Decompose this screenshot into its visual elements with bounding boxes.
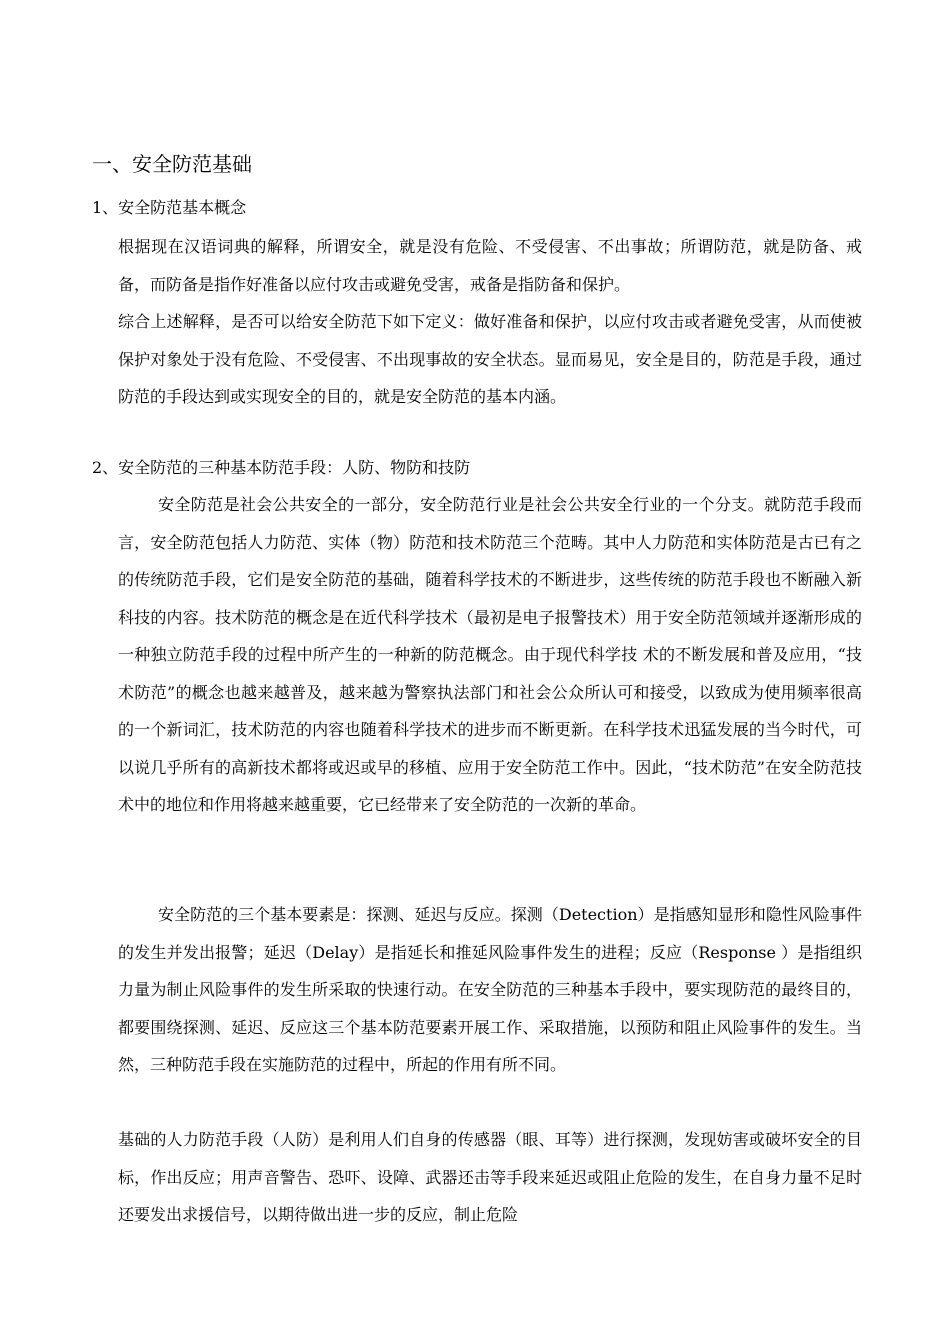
section-heading: 一、安全防范基础 [92, 152, 252, 176]
paragraph-elements: 安全防范的三个基本要素是：探测、延迟与反应。探测（Detection）是指感知显形和隐性风险事件的发生并发出报警；延迟（Delay）是指延长和推延风险事件发生的进程；反应（Response ）是指组织力量为制止风险事件的发生所采取的快速行动。在安全防范的三种基本手段中，要实现防范的最终目的，都要围绕探测、延迟、反应这三个基本防范要素开展工作、采取措施，以预防和阻止风险事件的发生。当然，三种防范手段在实施防范的过程中，所起的作用有所不同。 [118, 905, 862, 1074]
paragraph-definition: 根据现在汉语词典的解释，所谓安全，就是没有危险、不受侵害、不出事故；所谓防范，就是防备、戒备，而防备是指作好准备以应付攻击或避免受害，戒备是指防备和保护。 [118, 237, 862, 294]
paragraph-means: 安全防范是社会公共安全的一部分，安全防范行业是社会公共安全行业的一个分支。就防范手段而言，安全防范包括人力防范、实体（物）防范和技术防范三个范畴。其中人力防范和实体防范是古已有之的传统防范手段，它们是安全防范的基础，随着科学技术的不断进步，这些传统的防范手段也不断融入新科技的内容。技术防范的概念是在近代科学技术（最初是电子报警技术）用于安全防范领域并逐渐形成的一种独立防范手段的过程中所产生的一种新的防范概念。由于现代科学技 术的不断发展和普及应用，“技术防范”的概念也越来越普及，越来越为警察执法部门和社会公众所认可和接受，以致成为使用频率很高的一个新词汇，技术防范的内容也随着科学技术的进步而不断更新。在科学技术迅猛发展的当今时代，可以说几乎所有的高新技术都将或迟或早的移植、应用于安全防范工作中。因此，“技术防范”在安全防范技术中的地位和作用将越来越重要，它已经带来了安全防范的一次新的革命。 [118, 495, 862, 814]
paragraph-human-defense: 基础的人力防范手段（人防）是利用人们自身的传感器（眼、耳等）进行探测，发现妨害或破坏安全的目标，作出反应；用声音警告、恐吓、设障、武器还击等手段来延迟或阻止危险的发生，在自身力量不足时还要发出求援信号，以期待做出进一步的反应，制止危险 [118, 1130, 862, 1224]
paragraph-summary: 综合上述解释，是否可以给安全防范下如下定义：做好准备和保护，以应付攻击或者避免受害，从而使被保护对象处于没有危险、不受侵害、不出现事故的安全状态。显而易见，安全是目的，防范是手段，通过防范的手段达到或实现安全的目的，就是安全防范的基本内涵。 [118, 312, 862, 406]
subsection-title-2: 2、安全防范的三种基本防范手段：人防、物防和技防 [92, 458, 471, 477]
subsection-title-1: 1、安全防范基本概念 [92, 198, 247, 217]
